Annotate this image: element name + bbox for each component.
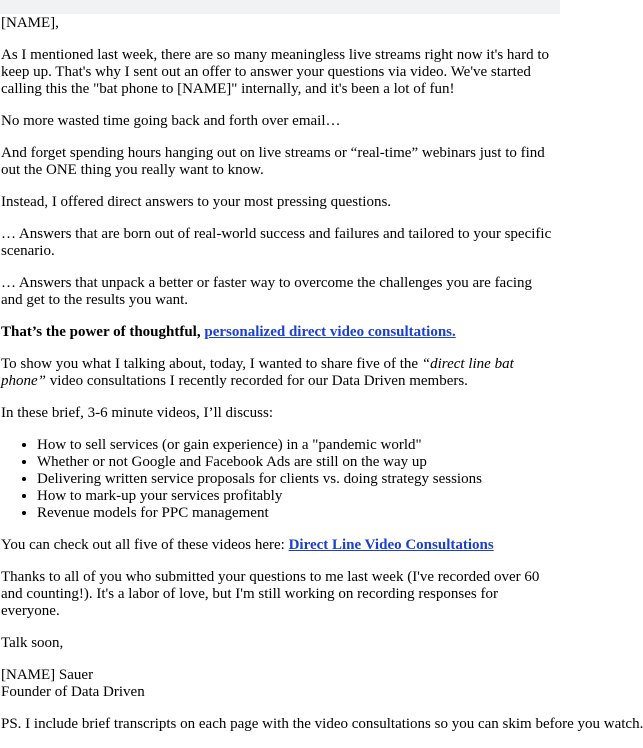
signature-title: Founder of Data Driven: [1, 684, 145, 700]
paragraph-intro: As I mentioned last week, there are so many meaningless live streams right now it's hard to keep up. That's why I sent out an offer to answer your questions via video. We've started calling this the "bat phone to [NAME]" internally, and it's been a lot of fun!: [1, 47, 549, 97]
paragraph-brief-intro: In these brief, 3-6 minute videos, I’ll discuss:: [1, 405, 274, 421]
paragraph-power: [1, 324, 557, 341]
topic-list: [1, 437, 557, 522]
paragraph-answers-unpack: … Answers that unpack a better or faster way to overcome the challenges you are facing and get to the results you want.: [1, 275, 533, 308]
list-item: • How to sell services (or gain experience) in a "pandemic world": [37, 437, 557, 454]
list-item: • Delivering written service proposals for clients vs. doing strategy sessions: [37, 471, 557, 488]
list-item: • Revenue models for PPC management: [37, 505, 557, 522]
checkout-text: You can check out all five of these videos here:: [1, 537, 285, 553]
paragraph-show: [1, 356, 557, 390]
consultations-link[interactable]: personalized direct video consultations.: [204, 324, 456, 340]
paragraph-direct-answers: Instead, I offered direct answers to your most pressing questions.: [1, 194, 392, 210]
paragraph-thanks: Thanks to all of you who submitted your questions to me last week (I've recorded over 60 and counting!). It's a labor of love, but I'm still working on recording responses for everyone.: [1, 569, 540, 619]
signoff: Talk soon,: [1, 635, 64, 651]
bat-phone-quote: “direct line bat phone”: [1, 356, 514, 389]
signature-name: [NAME] Sauer: [1, 667, 94, 683]
paragraph-no-wasted-time: No more wasted time going back and forth over email…: [1, 113, 341, 129]
show-post-text: video consultations I recently recorded for our Data Driven members.: [49, 373, 468, 389]
greeting: [NAME],: [1, 15, 59, 31]
postscript: PS. I include brief transcripts on each page with the video consultations so you can skim before you watch.: [1, 716, 643, 732]
show-pre-text: To show you what I talking about, today, I wanted to share five of the: [1, 356, 419, 372]
paragraph-answers-real-world: … Answers that are born out of real-world success and failures and tailored to your specific scenario.: [1, 226, 552, 259]
list-item: • Whether or not Google and Facebook Ads are still on the way up: [37, 454, 557, 471]
email-body: [1, 15, 643, 748]
direct-line-link[interactable]: Direct Line Video Consultations: [288, 537, 494, 553]
paragraph-checkout: [1, 537, 557, 554]
paragraph-forget-live-streams: And forget spending hours hanging out on live streams or “real-time” webinars just to find out the ONE thing you really want to know.: [1, 145, 545, 178]
power-text: That’s the power of thoughtful,: [1, 324, 201, 340]
list-item: • How to mark-up your services profitably: [37, 488, 557, 505]
top-bar: [0, 0, 560, 14]
